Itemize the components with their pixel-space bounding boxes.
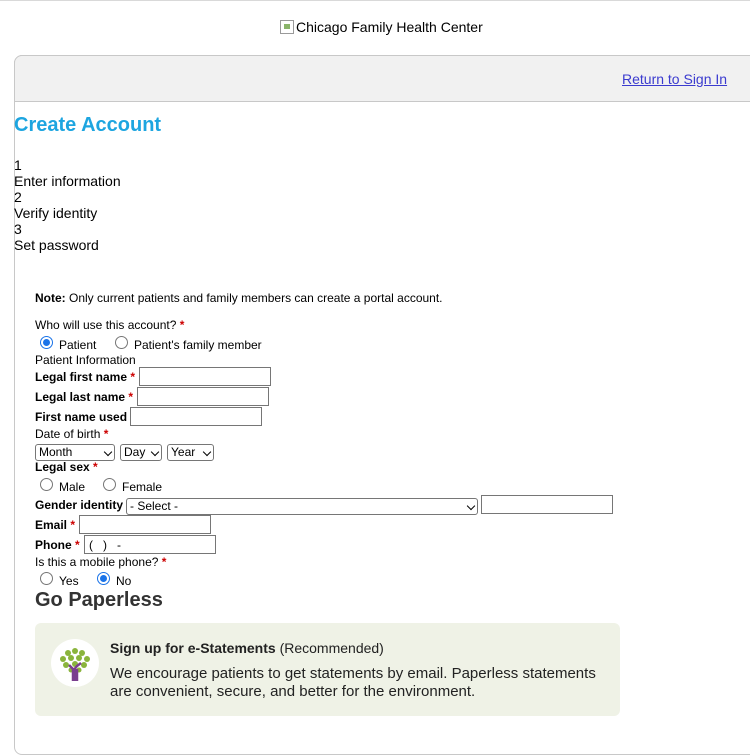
note [35,291,443,305]
name-used-input[interactable] [130,407,262,426]
sex-label [35,460,98,474]
who-label-text: Who will use this account? [35,318,177,332]
radio-patient[interactable] [40,336,53,349]
page-title: Create Account [14,114,162,136]
radio-male[interactable] [40,478,53,491]
required-mark: * [75,538,80,552]
email-input[interactable] [79,515,211,534]
first-name-input[interactable] [139,367,271,386]
logo [280,19,483,35]
last-name-label-text: Legal last name [35,390,126,404]
dob-label-text: Date of birth [35,427,101,441]
radio-male-label: Male [59,480,86,494]
estatement-text: We encourage patients to get statements by email. Paperless statements are convenient, secure, and better for the environment. [110,665,596,700]
radio-mobile-no[interactable] [97,572,110,585]
sex-label-text: Legal sex [35,460,90,474]
dob-label [35,427,108,441]
name-used-label: First name used [35,410,128,424]
radio-family-member[interactable] [115,336,128,349]
step-list [14,157,121,253]
top-divider [0,0,750,1]
mobile-label-text: Is this a mobile phone? [35,555,159,569]
note-text: Only current patients and family members can create a portal account. [65,291,443,305]
required-mark: * [179,318,185,332]
required-mark: * [130,370,136,384]
radio-mobile-yes[interactable] [40,572,53,585]
tree-icon [51,639,99,687]
step-number: 3 [14,221,22,237]
phone-label-text: Phone [35,538,72,552]
radio-mobile-no-label: No [116,574,132,588]
chevron-down-icon [203,448,211,456]
dob-month-select[interactable] [35,444,115,461]
step-label: Verify identity [14,205,98,221]
go-paperless-heading: Go Paperless [35,589,163,611]
gender-identity-other-input[interactable] [481,495,613,514]
required-mark: * [161,555,167,569]
radio-patient-label: Patient [59,338,97,352]
last-name-label [35,390,133,404]
radio-female[interactable] [103,478,116,491]
first-name-label-text: Legal first name [35,370,128,384]
radio-female-label: Female [122,480,163,494]
mobile-label [35,555,166,569]
email-label-text: Email [35,518,68,532]
email-label [35,518,75,532]
phone-input[interactable] [84,535,216,554]
gender-identity-label: Gender identity [35,498,124,512]
chevron-down-icon [151,448,159,456]
estatement-title [110,640,384,656]
step-number: 1 [14,157,22,173]
first-name-label [35,370,135,384]
broken-image-icon [280,20,294,34]
gender-identity-value: - Select - [130,499,179,513]
required-mark: * [93,460,98,474]
chevron-down-icon [467,502,475,510]
required-mark: * [128,390,134,404]
dob-year-select[interactable] [167,444,214,461]
return-to-sign-in-link[interactable]: Return to Sign In [622,71,728,87]
estatement-promo [35,623,620,716]
dob-year-value: Year [171,445,196,459]
note-label: Note: [35,291,66,305]
required-mark: * [103,427,109,441]
estatement-title-rest: (Recommended) [275,640,384,656]
dob-day-select[interactable] [120,444,162,461]
step-number: 2 [14,189,22,205]
last-name-input[interactable] [137,387,269,406]
who-label [35,318,184,332]
chevron-down-icon [104,448,112,456]
estatement-title-bold: Sign up for e-Statements [110,640,276,656]
step-label: Set password [14,237,99,253]
gender-identity-select[interactable] [126,498,478,515]
logo-alt-text: Chicago Family Health Center [296,19,483,35]
step-label: Enter information [14,173,121,189]
radio-family-member-label: Patient's family member [134,338,262,352]
dob-day-value: Day [124,445,146,459]
phone-label [35,538,80,552]
dob-month-value: Month [39,445,73,459]
section-label: Patient Information [35,353,136,367]
radio-mobile-yes-label: Yes [59,574,79,588]
required-mark: * [70,518,76,532]
